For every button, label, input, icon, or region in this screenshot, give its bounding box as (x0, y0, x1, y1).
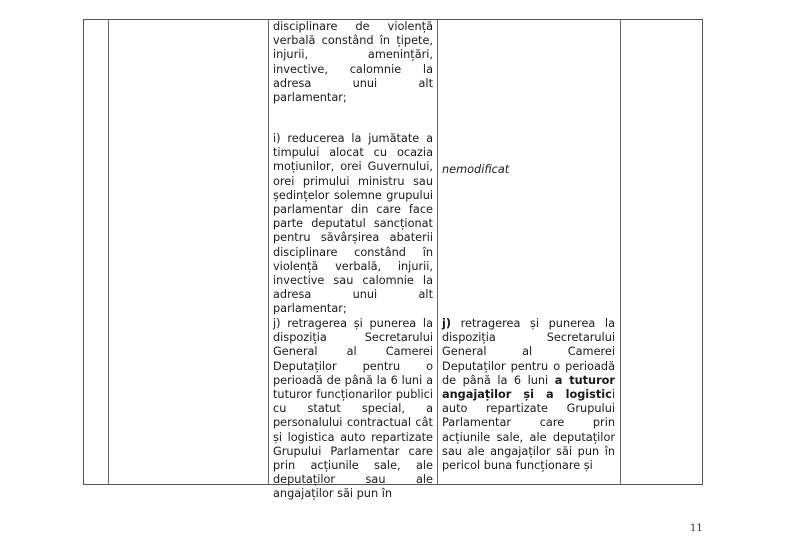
amended-text-part1: retragerea și punerea la dispoziția Secretarului General al Camerei Deputaților pentru o perioadă de până la 6 luni (442, 317, 615, 387)
paragraph-i: i) reducerea la jumătate a timpului alocat cu ocazia moțiunilor, orei Guvernului, orei primului ministru sau ședințelor solemne grupului parlamentar din care face parte deputatul sancționat pentru săvârșirea abaterii disciplinare constând în violență verbală, injurii, invective sau calomnie la adresa unui alt parlamentar; (273, 132, 433, 316)
paragraph-label: j) (442, 317, 452, 330)
amended-text-bold: a tuturor angajaților și a logistic (442, 373, 615, 402)
paragraph-h-tail: disciplinare de violență verbală constând în țipete, injurii, amenințări, invective, calomnie la adresa unui alt parlamentar; (273, 20, 433, 105)
column-number (84, 20, 109, 484)
column-notes (621, 20, 703, 484)
amended-text-part2: i auto repartizate Grupului Parlamentar care prin acțiunile sale, ale deputaților sau ale angajaților săi pun în pericol buna funcționare și (442, 388, 615, 473)
paragraph-j: j) retragerea și punerea la dispoziția Secretarului General al Camerei Deputaților pentru o perioadă de până la 6 luni a tuturor funcționarilor publici cu statut special, a personalului contractual cât și logistica auto repartizate Grupului Parlamentar care prin acțiunile sale, ale deputaților sau ale angajaților săi pun în (273, 317, 433, 501)
page-number: 11 (690, 523, 703, 534)
amendments-table (83, 19, 703, 501)
column-proposed-text (269, 20, 438, 501)
column-current-text (109, 20, 269, 484)
paragraph-j-amended (442, 317, 615, 473)
status-unmodified: nemodificat (442, 163, 510, 176)
column-amendment (438, 20, 621, 484)
